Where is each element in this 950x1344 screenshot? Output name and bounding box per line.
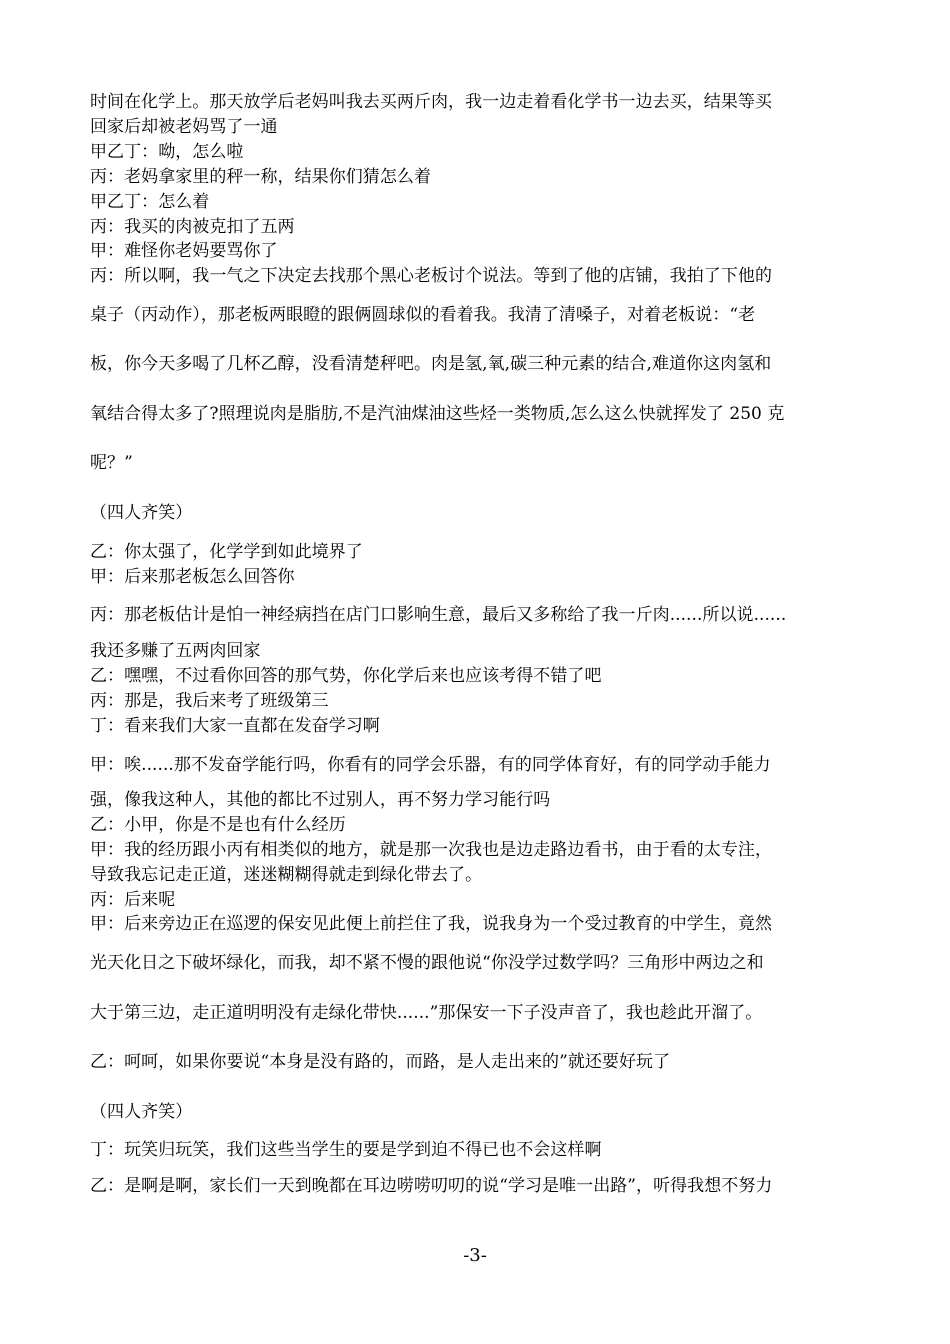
text-line: 导致我忘记走正道，迷迷糊糊得就走到绿化带去了。 bbox=[90, 865, 483, 885]
text-line: 光天化日之下破坏绿化，而我，却不紧不慢的跟他说“你没学过数学吗？三角形中两边之和 bbox=[90, 953, 764, 973]
text-line: 桌子（丙动作），那老板两眼瞪的跟俩圆球似的看着我。我清了清嗓子，对着老板说：“老 bbox=[90, 305, 756, 325]
text-line: 丙：后来呢 bbox=[90, 890, 176, 910]
text-line: 甲乙丁：怎么着 bbox=[90, 192, 210, 212]
text-line: 乙：小甲，你是不是也有什么经历 bbox=[90, 815, 346, 835]
text-line: 甲：后来旁边正在巡逻的保安见此便上前拦住了我，说我身为一个受过教育的中学生，竟然 bbox=[90, 914, 772, 934]
text-line: 丙：所以啊，我一气之下决定去找那个黑心老板讨个说法。等到了他的店铺，我拍了下他的 bbox=[90, 266, 772, 286]
text-line: 板，你今天多喝了几杯乙醇，没看清楚秤吧。肉是氢,氧,碳三种元素的结合,难道你这肉氢和 bbox=[90, 354, 772, 374]
text-line: 我还多赚了五两肉回家 bbox=[90, 641, 261, 661]
text-line: 甲：唉......那不发奋学能行吗，你看有的同学会乐器，有的同学体育好，有的同学动手能力 bbox=[90, 755, 771, 775]
text-line: 乙：嘿嘿，不过看你回答的那气势，你化学后来也应该考得不错了吧 bbox=[90, 666, 602, 686]
text-line: 丁：看来我们大家一直都在发奋学习啊 bbox=[90, 716, 380, 736]
text-line: 氧结合得太多了?照理说肉是脂肪,不是汽油煤油这些烃一类物质,怎么这么快就挥发了 250 克 bbox=[90, 404, 785, 424]
text-line: 强，像我这种人，其他的都比不过别人，再不努力学习能行吗 bbox=[90, 790, 551, 810]
text-line: 丁：玩笑归玩笑，我们这些当学生的要是学到迫不得已也不会这样啊 bbox=[90, 1140, 602, 1160]
text-line: 乙：你太强了，化学学到如此境界了 bbox=[90, 542, 363, 562]
text-line: 丙：那是，我后来考了班级第三 bbox=[90, 691, 329, 711]
text-line: 丙：老妈拿家里的秤一称，结果你们猜怎么着 bbox=[90, 167, 431, 187]
text-line: 甲：我的经历跟小丙有相类似的地方，就是那一次我也是边走路边看书，由于看的太专注， bbox=[90, 840, 772, 860]
text-line: 大于第三边，走正道明明没有走绿化带快......”那保安一下子没声音了，我也趁此开溜了。 bbox=[90, 1003, 763, 1023]
text-line: 甲：后来那老板怎么回答你 bbox=[90, 567, 295, 587]
text-line: 甲：难怪你老妈要骂你了 bbox=[90, 241, 278, 261]
page-number: -3- bbox=[463, 1245, 487, 1266]
text-line: 回家后却被老妈骂了一通 bbox=[90, 117, 278, 137]
text-line: 乙：是啊是啊，家长们一天到晚都在耳边唠唠叨叨的说“学习是唯一出路”，听得我想不努力 bbox=[90, 1176, 773, 1196]
text-line: 乙：呵呵，如果你要说“本身是没有路的，而路，是人走出来的”就还要好玩了 bbox=[90, 1052, 671, 1072]
text-line: 丙：那老板估计是怕一神经病挡在店门口影响生意，最后又多称给了我一斤肉......所以说...... bbox=[90, 605, 787, 625]
text-line: 时间在化学上。那天放学后老妈叫我去买两斤肉，我一边走着看化学书一边去买，结果等买 bbox=[90, 92, 772, 112]
text-line: （四人齐笑） bbox=[90, 1102, 193, 1122]
text-line: 丙：我买的肉被克扣了五两 bbox=[90, 217, 295, 237]
text-line: 甲乙丁：呦，怎么啦 bbox=[90, 142, 244, 162]
text-line: （四人齐笑） bbox=[90, 503, 193, 523]
text-line: 呢？” bbox=[90, 453, 133, 473]
